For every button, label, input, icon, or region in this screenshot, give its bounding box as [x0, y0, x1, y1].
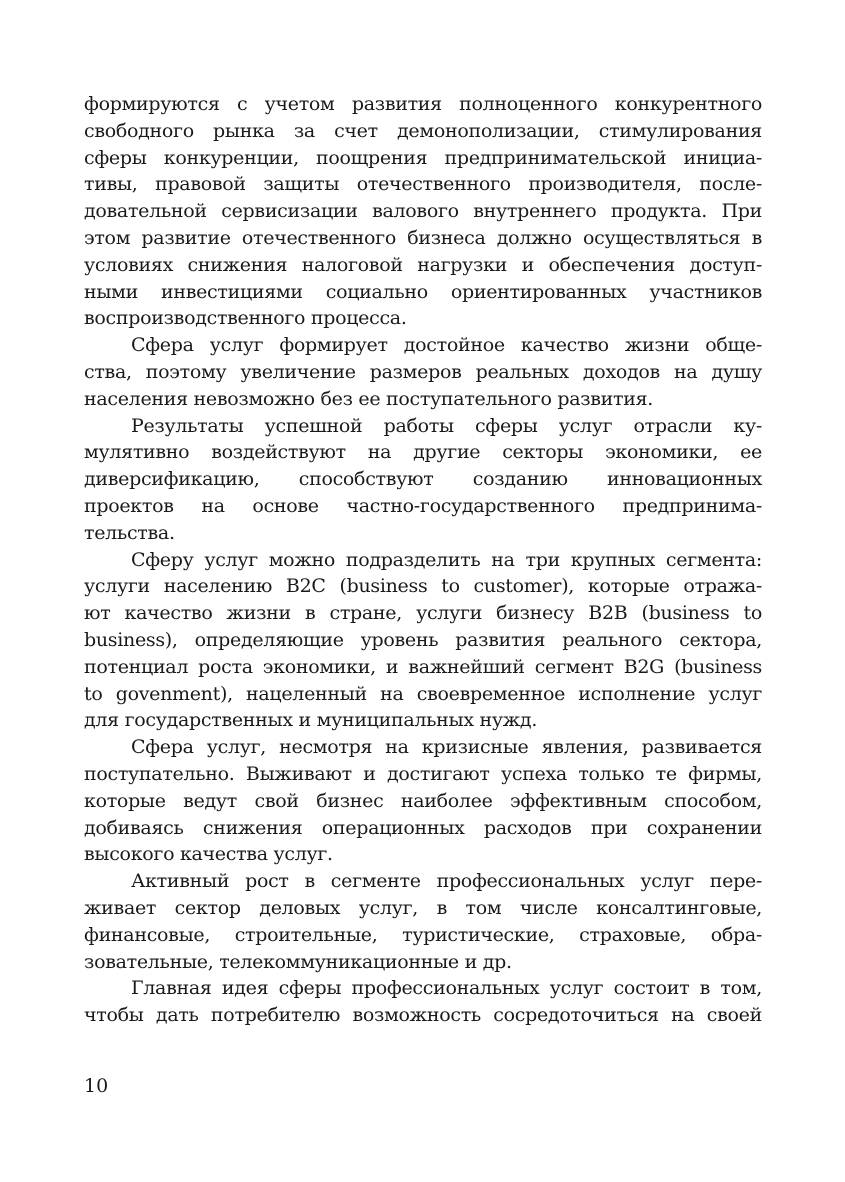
paragraph	[84, 975, 762, 1029]
text-line: ства, поэтому увеличение размеров реальных доходов на душу	[84, 360, 762, 383]
text-line: свободного рынка за счет демонополизации, стимулирования	[84, 119, 762, 142]
text-line: Главная идея сферы профессиональных услуг состоит в том,	[131, 977, 762, 1000]
text-line: для государственных и муниципальных нужд.	[84, 709, 538, 732]
paragraph	[84, 413, 762, 547]
text-line: потенциал роста экономики, и важнейший сегмент B2G (business	[84, 655, 762, 678]
text-line: которые ведут свой бизнес наиболее эффективным способом,	[84, 789, 762, 812]
paragraph	[84, 547, 762, 735]
text-line: проектов на основе частно-государственного предпринима-	[84, 494, 762, 517]
text-line: условиях снижения налоговой нагрузки и обеспечения доступ-	[84, 253, 762, 276]
text-line: ют качество жизни в стране, услуги бизнесу B2B (business to	[84, 602, 762, 625]
text-line: формируются с учетом развития полноценного конкурентного	[84, 93, 762, 115]
text-line: to govenment), нацеленный на своевременное исполнение услуг	[84, 682, 762, 705]
text-line: Активный рост в сегменте профессиональных услуг пере-	[131, 870, 762, 893]
text-line: диверсификацию, способствуют созданию инновационных	[84, 468, 762, 491]
text-line: Сфера услуг, несмотря на кризисные явления, развивается	[131, 736, 762, 759]
text-line: Результаты успешной работы сферы услуг отрасли ку-	[131, 414, 762, 437]
text-line: business), определяющие уровень развития реального сектора,	[84, 628, 762, 651]
text-line: зовательные, телекоммуникационные и др.	[84, 950, 512, 973]
text-line: воспроизводственного процесса.	[84, 307, 407, 330]
body-text	[84, 91, 762, 1029]
text-line: услуги населению B2C (business to customer), которые отража-	[84, 575, 762, 598]
paragraph	[84, 868, 762, 975]
text-line: чтобы дать потребителю возможность сосредоточиться на своей	[84, 1004, 762, 1027]
text-line: ными инвестициями социально ориентированных участников	[84, 280, 762, 303]
text-line: живает сектор деловых услуг, в том числе консалтинговые,	[84, 896, 762, 919]
text-line: населения невозможно без ее поступательного развития.	[84, 387, 654, 410]
text-line: мулятивно воздействуют на другие секторы экономики, ее	[84, 441, 762, 464]
paragraph	[84, 332, 762, 412]
text-line: тельства.	[84, 521, 175, 544]
text-line: сферы конкуренции, поощрения предпринимательской инициа-	[84, 146, 762, 169]
text-line: финансовые, строительные, туристические, страховые, обра-	[84, 923, 762, 946]
text-line: Сфера услуг формирует достойное качество жизни обще-	[131, 334, 762, 357]
paragraph	[84, 91, 762, 332]
paragraph	[84, 734, 762, 868]
text-line: поступательно. Выживают и достигают успеха только те фирмы,	[84, 762, 762, 785]
text-line: Сферу услуг можно подразделить на три крупных сегмента:	[131, 548, 762, 571]
page-number: 10	[84, 1075, 109, 1097]
text-line: тивы, правовой защиты отечественного производителя, после-	[84, 173, 762, 196]
text-line: добиваясь снижения операционных расходов при сохранении	[84, 816, 762, 839]
text-line: довательной сервисизации валового внутреннего продукта. При	[84, 200, 762, 223]
text-line: этом развитие отечественного бизнеса должно осуществляться в	[84, 226, 762, 249]
text-line: высокого качества услуг.	[84, 843, 333, 866]
